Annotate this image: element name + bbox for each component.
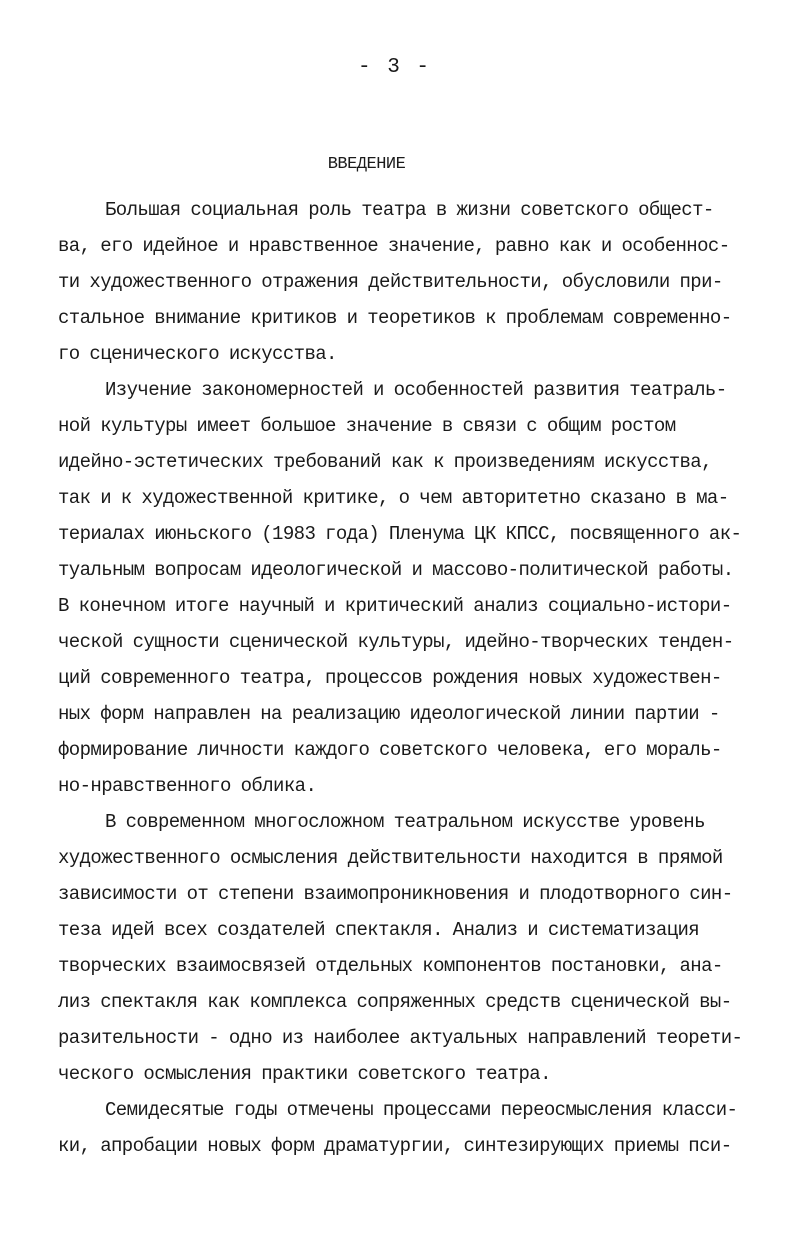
text-line: зависимости от степени взаимопроникновения и плодотворного син- [58, 883, 733, 905]
page-number: - 3 - [357, 56, 431, 79]
text-line: В конечном итоге научный и критический анализ социально-истори- [58, 595, 732, 617]
text-line: териалах июньского (1983 года) Пленума ЦК КПСС, посвященного ак- [58, 523, 742, 545]
text-line: лиз спектакля как комплекса сопряженных средств сценической вы- [58, 991, 732, 1013]
text-line: Большая социальная роль театра в жизни советского общест- [105, 199, 714, 221]
text-line: ти художественного отражения действительности, обусловили при- [58, 271, 723, 293]
text-line: ческой сущности сценической культуры, идейно-творческих тенден- [58, 631, 734, 653]
text-line: В современном многосложном театральном искусстве уровень [105, 811, 705, 833]
text-line: ки, апробации новых форм драматургии, синтезирующих приемы пси- [58, 1135, 732, 1157]
text-line: туальным вопросам идеологической и массово-политической работы. [58, 559, 734, 581]
text-line: ций современного театра, процессов рождения новых художествен- [58, 667, 722, 689]
text-line: ческого осмысления практики советского театра. [58, 1063, 551, 1085]
text-line: теза идей всех создателей спектакля. Анализ и систематизация [58, 919, 700, 941]
text-line: творческих взаимосвязей отдельных компонентов постановки, ана- [58, 955, 723, 977]
text-line: ных форм направлен на реализацию идеологической линии партии - [58, 703, 720, 725]
section-heading: ВВЕДЕНИЕ [327, 155, 406, 174]
text-line: стальное внимание критиков и теоретиков к проблемам современно- [58, 307, 732, 329]
text-line: художественного осмысления действительности находится в прямой [58, 847, 723, 869]
text-line: Изучение закономерностей и особенностей развития театраль- [105, 379, 727, 401]
text-line: но-нравственного облика. [58, 775, 317, 797]
text-line: формирование личности каждого советского человека, его мораль- [58, 739, 722, 761]
text-line: так и к художественной критике, о чем авторитетно сказано в ма- [58, 487, 729, 509]
text-line: го сценического искусства. [58, 343, 337, 365]
text-line: Семидесятые годы отмечены процессами переосмысления класси- [105, 1099, 738, 1121]
text-line: разительности - одно из наиболее актуальных направлений теорети- [58, 1027, 743, 1049]
text-line: ва, его идейное и нравственное значение, равно как и особеннос- [58, 235, 730, 257]
text-line: ной культуры имеет большое значение в связи с общим ростом [58, 415, 676, 437]
text-line: идейно-эстетических требований как к произведениям искусства, [58, 451, 712, 473]
